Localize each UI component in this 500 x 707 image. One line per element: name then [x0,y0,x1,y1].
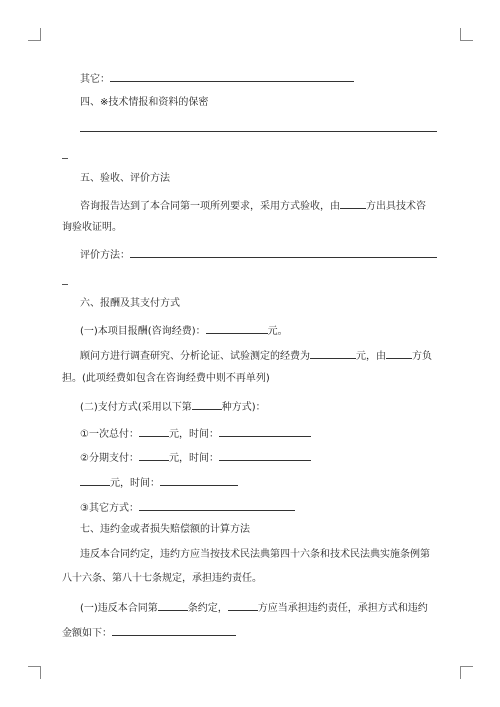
other-payment-line [80,499,295,516]
paragraph-mark [62,158,68,159]
blank [80,474,110,486]
blank [340,197,366,209]
paragraph-mark [62,284,68,285]
fee-line [80,322,288,339]
breach-clause-line2 [62,624,236,641]
text: 金额如下： [62,628,112,639]
text: 种方式)： [221,402,266,413]
payment-method-line [80,398,266,415]
text: 元，时间： [110,478,160,489]
text: 条约定， [187,603,228,614]
blank [139,425,169,437]
section-5-heading: 五、验收、评价方法 [80,173,170,184]
blank [228,599,258,611]
section-7-heading: 七、违约金或者损失赔偿额的计算方法 [80,524,250,535]
lump-sum-line [80,425,311,442]
expense-line2: 担。(此项经费如包含在咨询经费中则不再单列) [62,373,270,384]
text: 咨询报告达到了本合同第一项所列要求，采用方式验收，由 [80,201,340,212]
evaluation-label: 评价方法： [80,250,130,261]
blank [139,449,169,461]
blank [386,347,412,359]
text: ②分期支付： [80,453,139,464]
other-blank [110,70,354,82]
blank [192,398,222,410]
evaluation-method-line [80,246,437,263]
text: 元，时间： [168,429,219,440]
blank [160,474,238,486]
section-5-paragraph-line2: 询验收证明。 [62,222,122,233]
crop-mark-bottom-left [28,666,41,679]
breach-line1: 违反本合同约定，违约方应当按技术民法典第四十六条和技术民法典实施条例第 [80,549,430,560]
text: 方负 [412,351,432,362]
crop-mark-top-left [28,28,41,41]
section-5-paragraph-line1 [80,197,426,214]
blank [139,499,295,511]
other-label: 其它： [80,74,110,85]
other-line [80,70,354,87]
text: 方应当承担违约责任，承担方式和违约 [257,603,428,614]
section-4-heading: 四、※技术情报和资料的保密 [80,97,209,108]
text: 元，由 [356,351,386,362]
section-4-blank-line [80,131,437,132]
text: 方出具技术咨 [366,201,426,212]
text: (一)本项目报酬(咨询经费)： [80,326,206,337]
section-6-heading: 六、报酬及其支付方式 [80,298,180,309]
expense-line1 [80,347,432,364]
breach-line2: 八十六条、第八十七条规定，承担违约责任。 [62,573,262,584]
blank [219,449,311,461]
text: 元。 [267,326,288,337]
crop-mark-top-right [460,28,473,41]
installment-line2 [80,474,238,491]
text: (一)违反本合同第 [80,603,158,614]
blank [310,347,356,359]
evaluation-blank [130,246,437,258]
blank [112,624,236,636]
breach-clause-line1 [80,599,428,616]
text: (二)支付方式(采用以下第 [80,402,192,413]
blank [219,425,311,437]
installment-line [80,449,311,466]
text: 元，时间： [168,453,219,464]
text: ③其它方式： [80,503,139,514]
text: ①一次总付： [80,429,139,440]
blank [158,599,188,611]
text: 顾问方进行调查研究、分析论证、试验测定的经费为 [80,351,310,362]
blank [206,322,268,334]
crop-mark-bottom-right [460,666,473,679]
